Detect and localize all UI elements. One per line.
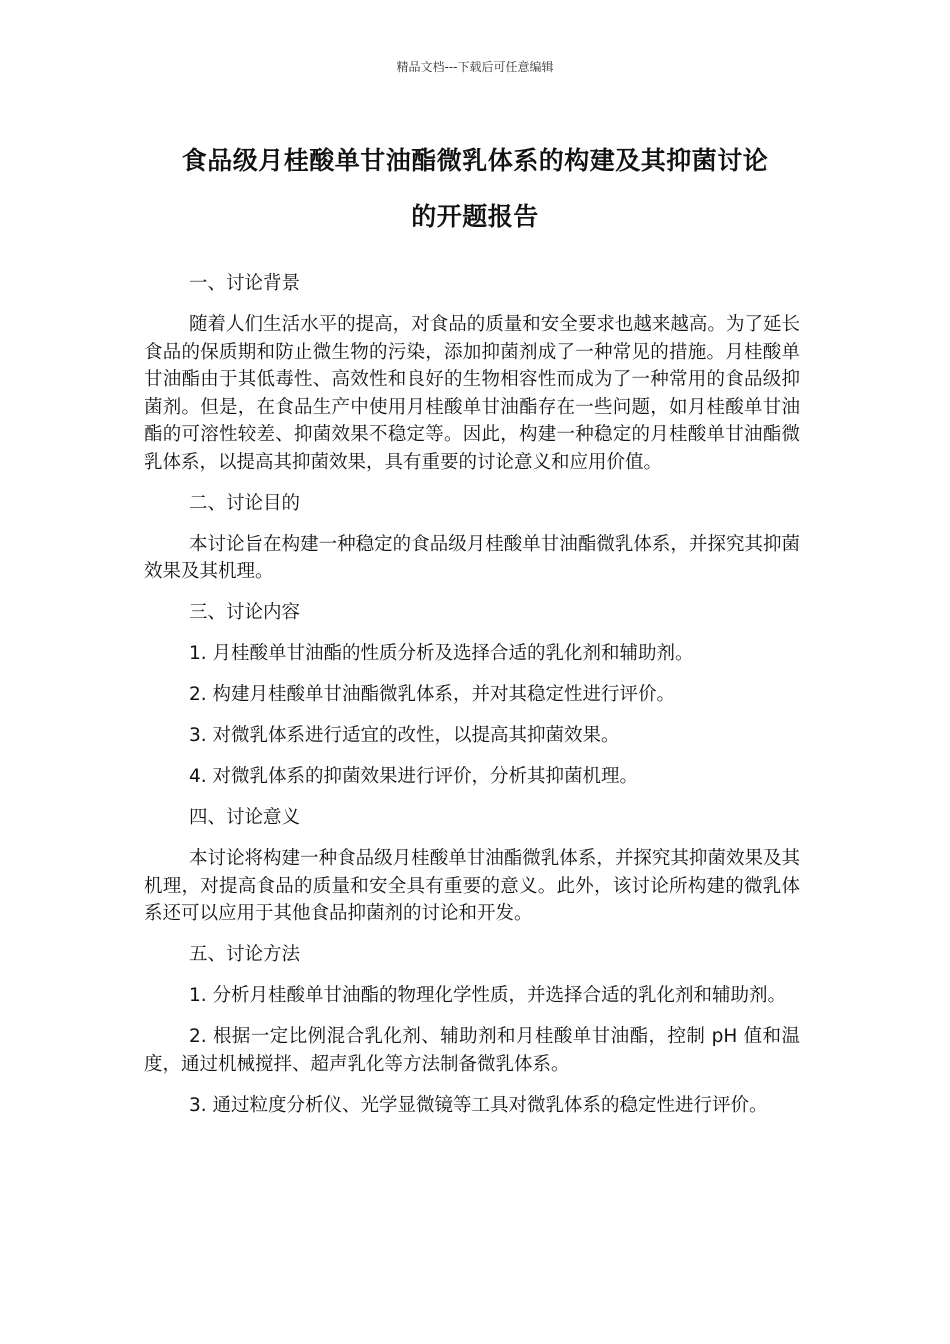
- list-item: 2. 根据一定比例混合乳化剂、辅助剂和月桂酸单甘油酯，控制 pH 值和温度，通过机械搅拌、超声乳化等方法制备微乳体系。: [144, 1026, 800, 1075]
- section-heading-background: 一、讨论背景: [189, 273, 301, 294]
- section-heading-content: 三、讨论内容: [189, 602, 301, 623]
- document-body: [144, 270, 800, 1133]
- list-item: 2. 构建月桂酸单甘油酯微乳体系，并对其稳定性进行评价。: [189, 684, 676, 705]
- paragraph-significance: 本讨论将构建一种食品级月桂酸单甘油酯微乳体系，并探究其抑菌效果及其机理，对提高食品的质量和安全具有重要的意义。此外，该讨论所构建的微乳体系还可以应用于其他食品抑菌剂的讨论和开发。: [144, 848, 800, 924]
- title-line-2: 的开题报告: [411, 202, 539, 231]
- list-item: 3. 对微乳体系进行适宜的改性，以提高其抑菌效果。: [189, 725, 620, 746]
- paragraph-purpose: 本讨论旨在构建一种稳定的食品级月桂酸单甘油酯微乳体系，并探究其抑菌效果及其机理。: [144, 533, 800, 582]
- section-heading-significance: 四、讨论意义: [189, 807, 301, 828]
- section-heading-methods: 五、讨论方法: [189, 944, 301, 965]
- list-item: 1. 月桂酸单甘油酯的性质分析及选择合适的乳化剂和辅助剂。: [189, 643, 694, 664]
- section-heading-purpose: 二、讨论目的: [189, 492, 301, 514]
- title-line-1: 食品级月桂酸单甘油酯微乳体系的构建及其抑菌讨论: [181, 146, 769, 175]
- list-item: 4. 对微乳体系的抑菌效果进行评价，分析其抑菌机理。: [189, 766, 639, 787]
- paragraph-background: 随着人们生活水平的提高，对食品的质量和安全要求也越来越高。为了延长食品的保质期和防止微生物的污染，添加抑菌剂成了一种常见的措施。月桂酸单甘油酯由于其低毒性、高效性和良好的生物相容性而成为了一种常用的食品级抑菌剂。但是，在食品生产中使用月桂酸单甘油酯存在一些问题，如月桂酸单甘油酯的可溶性较差、抑菌效果不稳定等。因此，构建一种稳定的月桂酸单甘油酯微乳体系，以提高其抑菌效果，具有重要的讨论意义和应用价值。: [144, 314, 800, 473]
- list-item: 1. 分析月桂酸单甘油酯的物理化学性质，并选择合适的乳化剂和辅助剂。: [189, 985, 787, 1006]
- document-title: [140, 133, 810, 245]
- header-note: 精品文档---下载后可任意编辑: [396, 60, 554, 74]
- list-item: 3. 通过粒度分析仪、光学显微镜等工具对微乳体系的稳定性进行评价。: [189, 1094, 768, 1116]
